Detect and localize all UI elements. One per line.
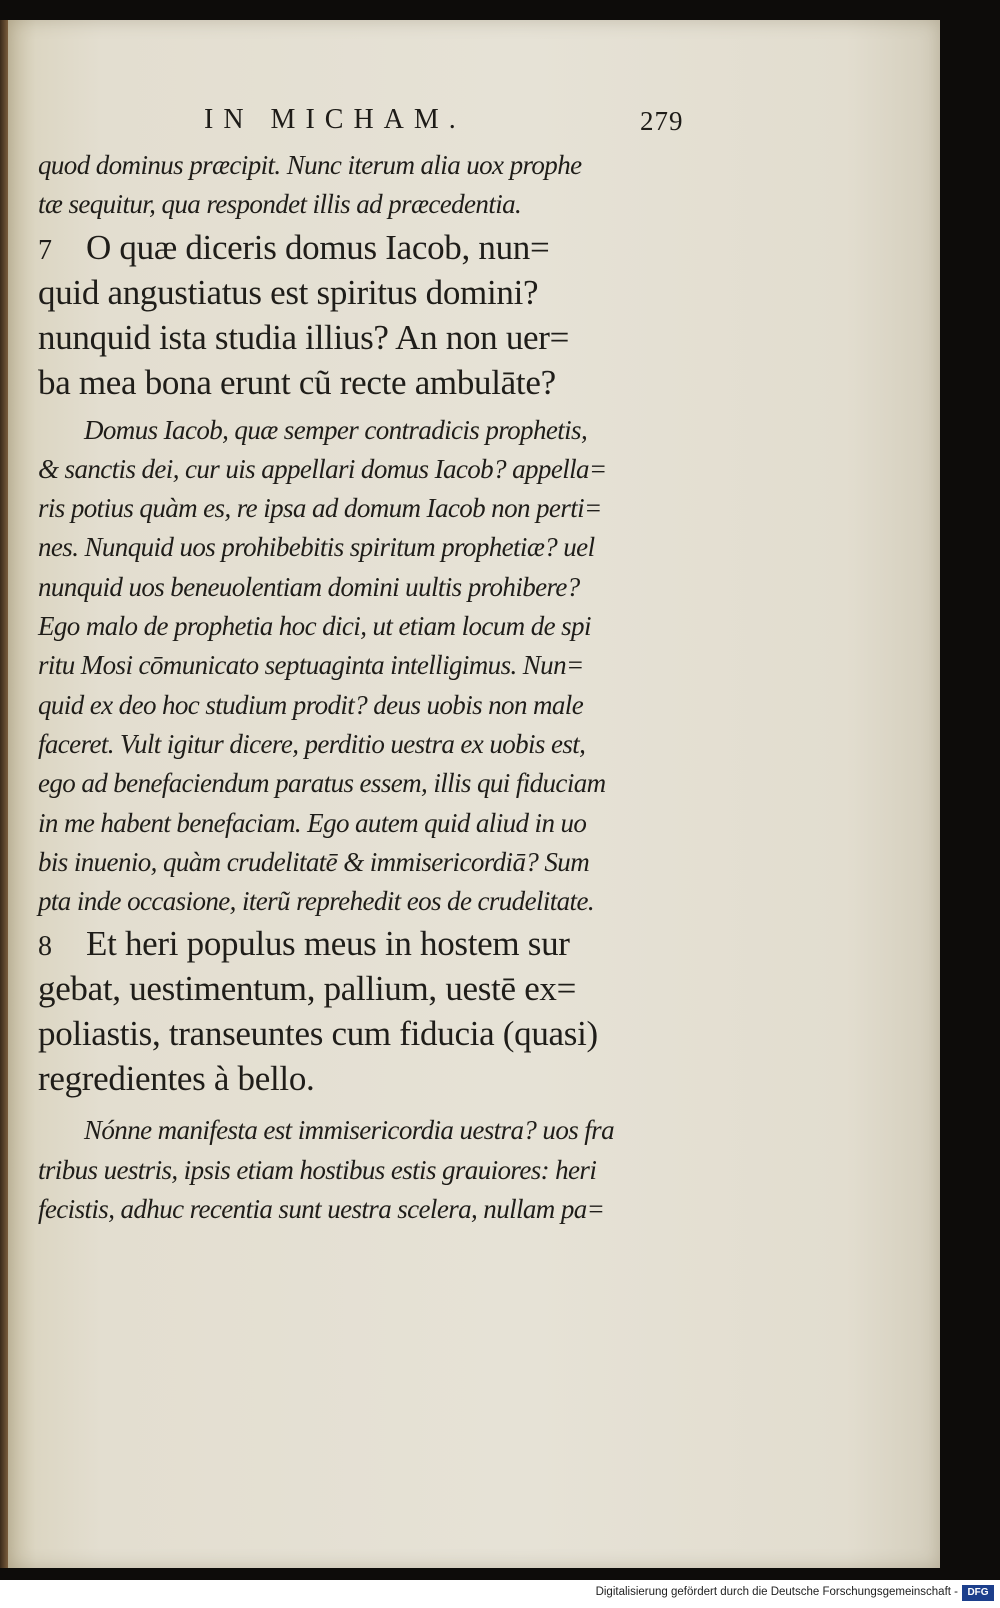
commentary-line: fecistis, adhuc recentia sunt uestra scelera, nullam pa= bbox=[38, 1194, 605, 1225]
commentary-line: Domus Iacob, quæ semper contradicis prophetis, bbox=[84, 414, 588, 445]
spacer bbox=[38, 1101, 698, 1111]
verse-line: gebat, uestimentum, pallium, uestē ex= bbox=[38, 969, 577, 1009]
verse-line: regredientes à bello. bbox=[38, 1059, 315, 1099]
commentary-line: ritu Mosi cōmunicato septuaginta intelligimus. Nun= bbox=[38, 650, 584, 681]
verse-line: quid angustiatus est spiritus domini? bbox=[38, 272, 539, 312]
commentary-line: Nónne manifesta est immisericordia uestra? uos fra bbox=[84, 1115, 614, 1146]
verse-line: nunquid ista studia illius? An non uer= bbox=[38, 317, 570, 357]
verse-text: Et heri populus meus in hostem sur bbox=[86, 924, 570, 964]
commentary-line: ris potius quàm es, re ipsa ad domum Iacob non perti= bbox=[38, 493, 602, 524]
verse-number: 8 bbox=[38, 931, 52, 963]
dfg-logo: DFG bbox=[962, 1585, 994, 1601]
digitization-footer bbox=[0, 1580, 1000, 1608]
verse-line: ba mea bona erunt cũ recte ambulāte? bbox=[38, 362, 556, 402]
commentary-line: tribus uestris, ipsis etiam hostibus estis grauiores: heri bbox=[38, 1154, 597, 1185]
page-header bbox=[200, 104, 700, 144]
commentary-line: nunquid uos beneuolentiam domini uultis prohibere? bbox=[38, 571, 580, 602]
verse-line: poliastis, transeuntes cum fiducia (quasi) bbox=[38, 1014, 598, 1054]
commentary-line: pta inde occasione, iterũ reprehedit eos de crudelitate. bbox=[38, 886, 594, 917]
commentary-line: tæ sequitur, qua respondet illis ad præcedentia. bbox=[38, 189, 522, 220]
commentary-line: quid ex deo hoc studium prodit? deus uobis non male bbox=[38, 689, 584, 720]
commentary-line: & sanctis dei, cur uis appellari domus Iacob? appella= bbox=[38, 453, 607, 484]
verse-line bbox=[38, 921, 698, 966]
commentary-line: Ego malo de prophetia hoc dici, ut etiam locum de spi bbox=[38, 611, 591, 642]
commentary-line: ego ad benefaciendum paratus essem, illis qui fiduciam bbox=[38, 768, 606, 799]
running-head: IN MICHAM. bbox=[204, 104, 466, 135]
commentary-line: in me habent benefaciam. Ego autem quid aliud in uo bbox=[38, 807, 587, 838]
commentary-line: bis inuenio, quàm crudelitatē & immisericordiā? Sum bbox=[38, 846, 590, 877]
commentary-line: faceret. Vult igitur dicere, perditio uestra ex uobis est, bbox=[38, 728, 586, 759]
page-text bbox=[38, 146, 698, 1229]
verse-number: 7 bbox=[38, 234, 52, 266]
commentary-line: quod dominus præcipit. Nunc iterum alia uox prophe bbox=[38, 150, 582, 180]
verse-line bbox=[38, 225, 698, 270]
funding-credit: Digitalisierung gefördert durch die Deutsche Forschungsgemeinschaft - bbox=[595, 1586, 958, 1598]
page-number: 279 bbox=[640, 106, 684, 136]
commentary-line: nes. Nunquid uos prohibebitis spiritum prophetiæ? uel bbox=[38, 532, 595, 563]
verse-text: O quæ diceris domus Iacob, nun= bbox=[86, 227, 550, 267]
